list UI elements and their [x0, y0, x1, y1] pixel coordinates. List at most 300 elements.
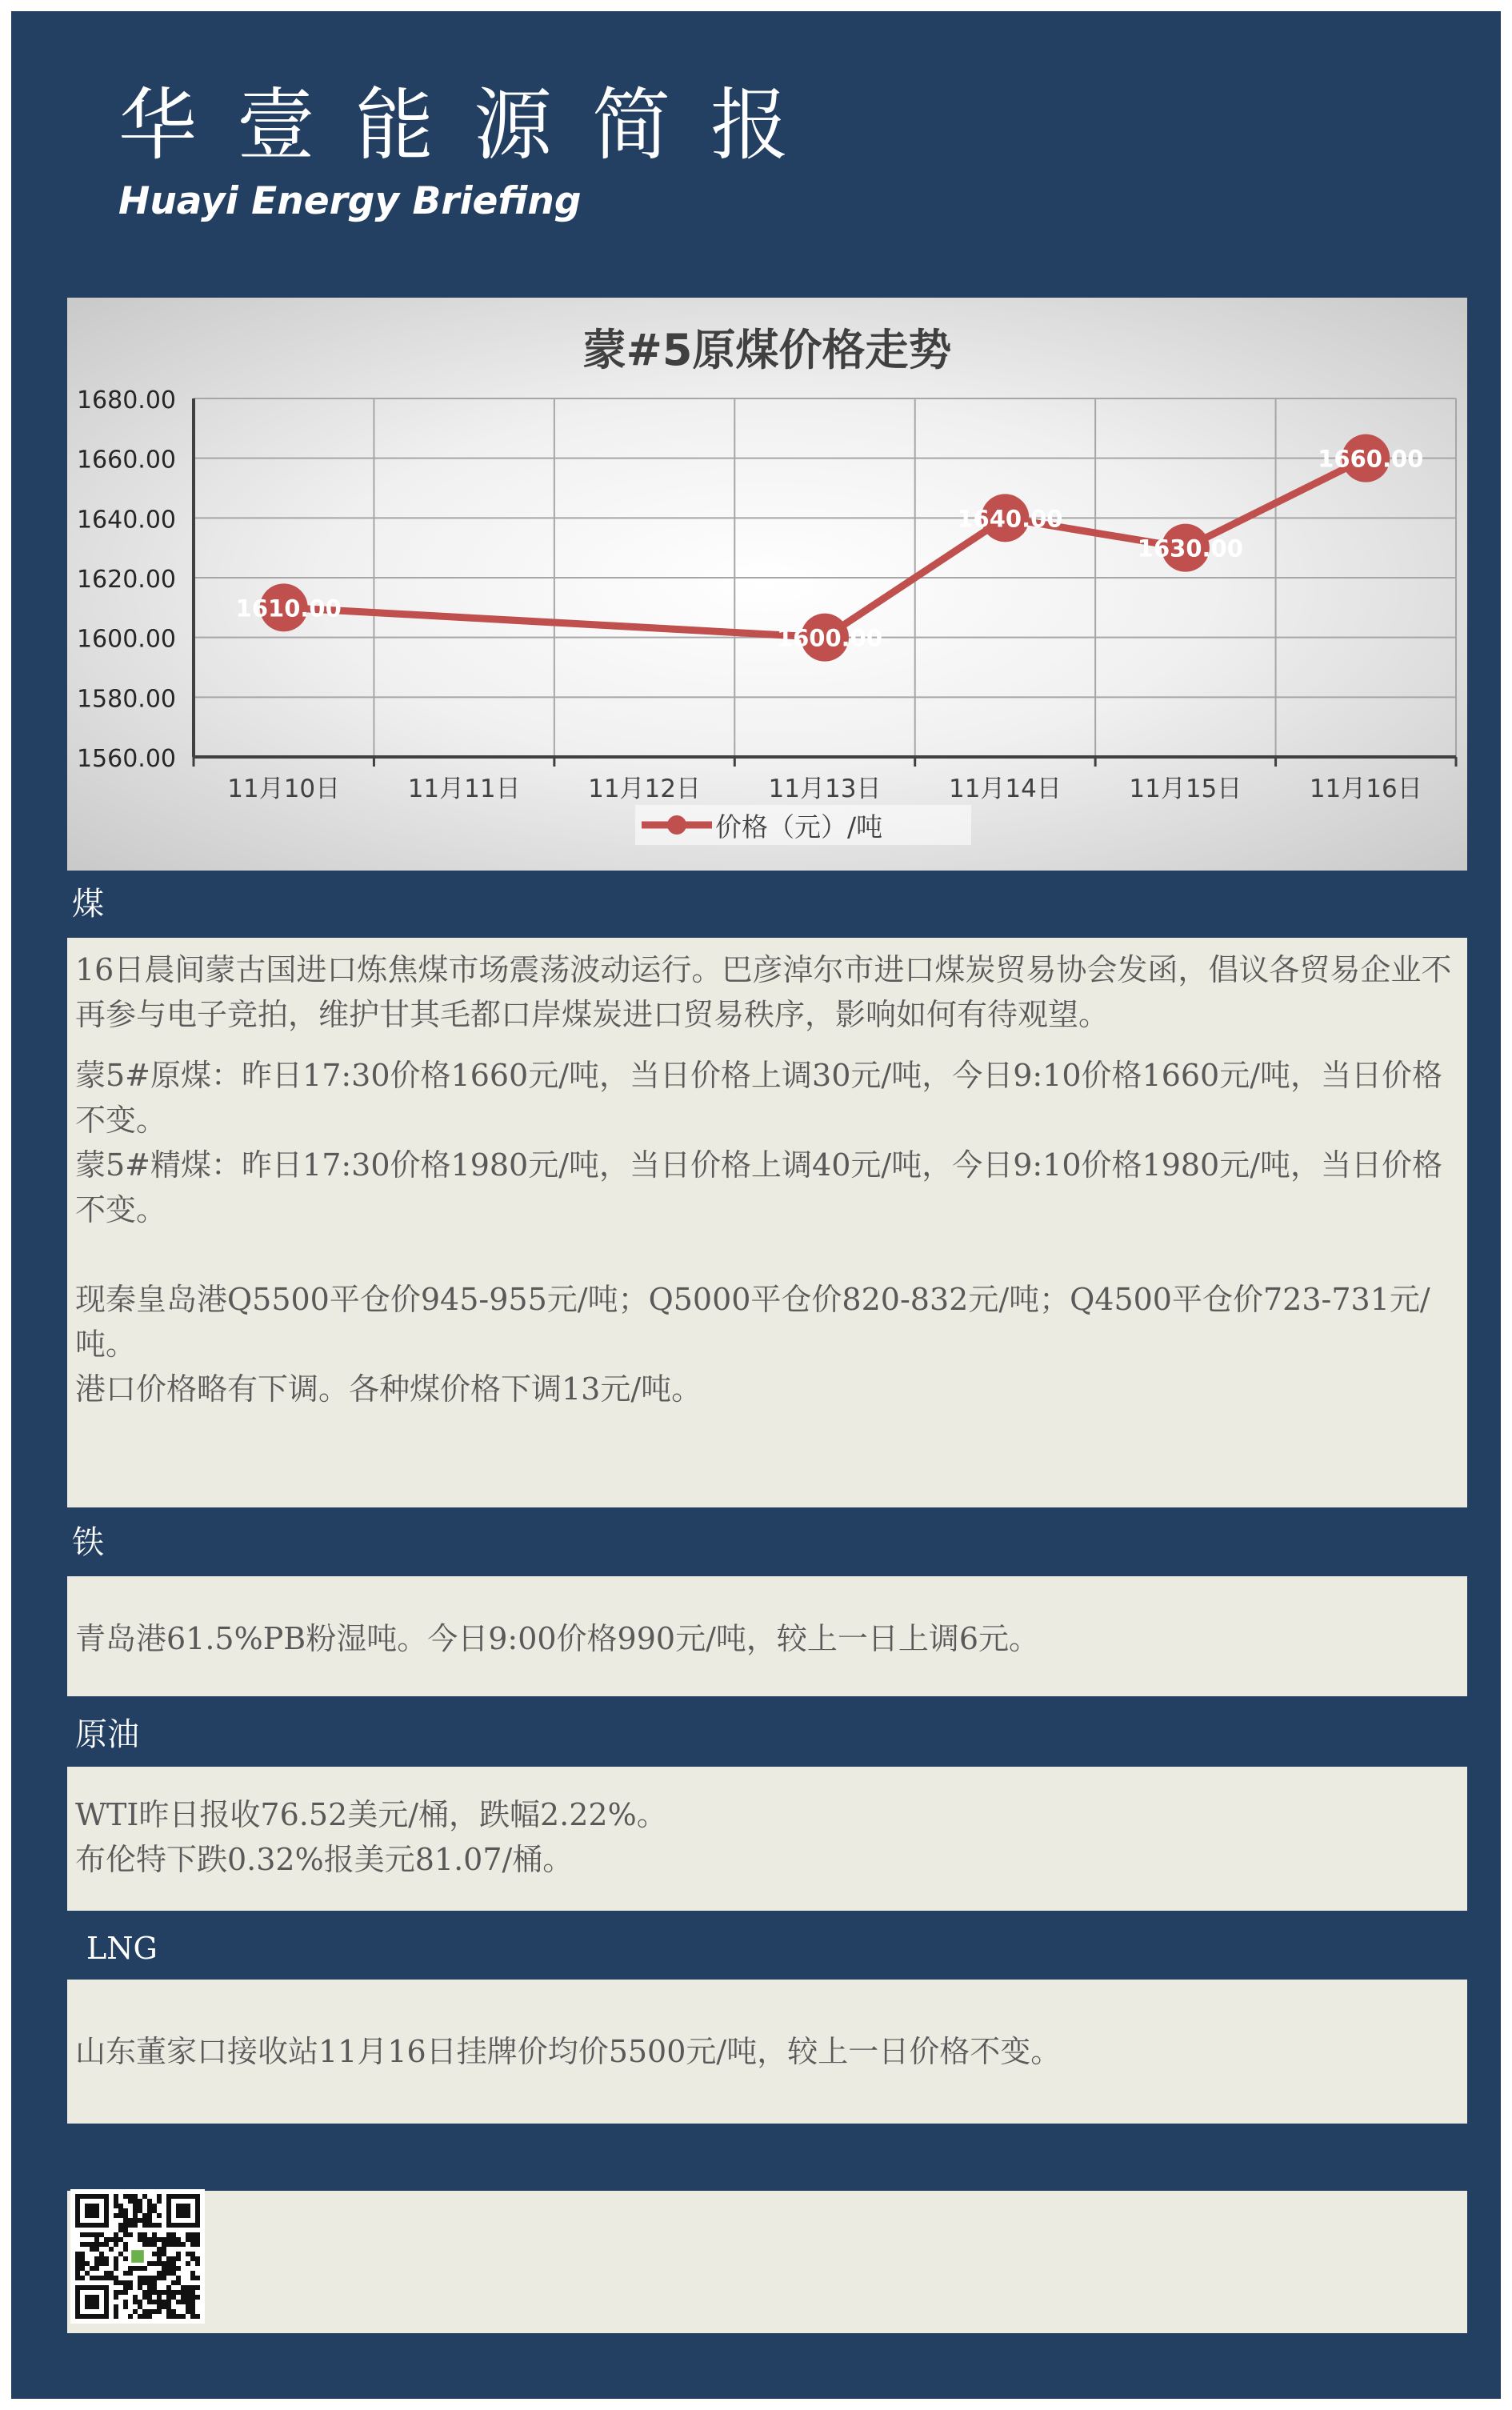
qr-module: [181, 2300, 186, 2304]
y-tick-label: 1680.00: [76, 386, 176, 414]
qr-module: [190, 2271, 195, 2276]
qr-module: [162, 2237, 166, 2242]
qr-module: [176, 2266, 181, 2271]
qr-module: [190, 2304, 195, 2309]
qr-module: [94, 2266, 99, 2271]
qr-module: [138, 2218, 142, 2223]
qr-module: [190, 2237, 195, 2242]
qr-module: [85, 2232, 90, 2237]
oil-line-2: 布伦特下跌0.32%报美元81.07/桶。: [75, 1842, 574, 1877]
qr-module: [152, 2290, 157, 2295]
qr-module: [133, 2213, 138, 2218]
qr-module: [114, 2266, 118, 2271]
qr-module: [195, 2295, 200, 2300]
qr-module: [166, 2232, 171, 2237]
y-tick-label: 1620.00: [76, 566, 176, 594]
y-tick-label: 1600.00: [76, 625, 176, 654]
qr-module: [152, 2252, 157, 2256]
qr-module: [138, 2208, 142, 2213]
qr-module: [171, 2237, 176, 2242]
qr-module: [123, 2247, 128, 2252]
qr-module: [109, 2247, 114, 2252]
qr-module: [118, 2204, 123, 2208]
qr-module: [123, 2271, 128, 2276]
coal-paragraph-3: 蒙5#精煤：昨日17:30价格1980元/吨，当日价格上调40元/吨，今日9:10价格1980元/吨，当日价格不变。: [75, 1147, 1443, 1227]
section-label-iron: 铁: [72, 1524, 104, 1561]
qr-module: [128, 2223, 133, 2228]
qr-module: [162, 2276, 166, 2280]
qr-module: [138, 2285, 142, 2290]
qr-module: [75, 2271, 80, 2276]
qr-module: [94, 2242, 99, 2247]
qr-module: [104, 2276, 109, 2280]
data-label: 1630.00: [1137, 534, 1243, 562]
y-tick-label: 1560.00: [76, 745, 176, 773]
qr-module: [128, 2199, 133, 2204]
qr-module: [133, 2266, 138, 2271]
qr-module: [138, 2266, 142, 2271]
qr-module: [190, 2290, 195, 2295]
qr-module: [128, 2285, 133, 2290]
qr-module: [85, 2271, 90, 2276]
qr-module: [190, 2295, 195, 2300]
qr-module: [123, 2285, 128, 2290]
qr-module: [138, 2232, 142, 2237]
qr-module: [147, 2223, 152, 2228]
qr-module: [138, 2314, 142, 2319]
coal-paragraph-1: 16日晨间蒙古国进口炼焦煤市场震荡波动运行。巴彦淖尔市进口煤炭贸易协会发函，倡议各贸易企业不再参与电子竞拍，维护甘其毛都口岸煤炭进口贸易秩序，影响如何有待观望。: [75, 952, 1452, 1032]
lng-text: 山东董家口接收站11月16日挂牌价均价5500元/吨，较上一日价格不变。: [75, 2034, 1062, 2069]
qr-module: [99, 2242, 104, 2247]
qr-module: [176, 2242, 181, 2247]
qr-module: [181, 2290, 186, 2295]
qr-finder-core: [176, 2204, 190, 2218]
qr-module: [162, 2252, 166, 2256]
qr-module: [147, 2261, 152, 2266]
qr-module: [162, 2247, 166, 2252]
qr-module: [195, 2261, 200, 2266]
qr-module: [80, 2252, 85, 2256]
qr-module: [166, 2285, 171, 2290]
qr-module: [195, 2285, 200, 2290]
qr-module: [181, 2314, 186, 2319]
legend-marker: [667, 815, 686, 835]
qr-module: [118, 2290, 123, 2295]
qr-module: [186, 2237, 190, 2242]
qr-module: [147, 2314, 152, 2319]
qr-module: [186, 2300, 190, 2304]
qr-module: [94, 2237, 99, 2242]
qr-module: [142, 2237, 147, 2242]
qr-module: [142, 2276, 147, 2280]
qr-module: [94, 2232, 99, 2237]
qr-module: [128, 2314, 133, 2319]
qr-module: [104, 2237, 109, 2242]
qr-module: [114, 2242, 118, 2247]
qr-module: [157, 2271, 162, 2276]
qr-module: [166, 2290, 171, 2295]
coal-paragraph-2: 蒙5#原煤：昨日17:30价格1660元/吨，当日价格上调30元/吨，今日9:10价格1660元/吨，当日价格不变。: [75, 1058, 1443, 1138]
qr-module: [157, 2290, 162, 2295]
qr-module: [118, 2252, 123, 2256]
qr-module: [162, 2290, 166, 2295]
qr-module: [118, 2228, 123, 2232]
qr-module: [157, 2276, 162, 2280]
qr-module: [142, 2266, 147, 2271]
qr-code-icon: [70, 2189, 205, 2324]
qr-module: [157, 2295, 162, 2300]
qr-module: [142, 2295, 147, 2300]
qr-module: [186, 2290, 190, 2295]
qr-module: [162, 2261, 166, 2266]
qr-module: [147, 2300, 152, 2304]
qr-module: [166, 2261, 171, 2266]
qr-module: [186, 2232, 190, 2237]
qr-module: [99, 2276, 104, 2280]
qr-module: [114, 2194, 118, 2199]
qr-module: [90, 2247, 94, 2252]
qr-module: [123, 2304, 128, 2309]
qr-module: [166, 2304, 171, 2309]
qr-module: [147, 2295, 152, 2300]
qr-module: [114, 2295, 118, 2300]
qr-module: [171, 2271, 176, 2276]
qr-module: [147, 2285, 152, 2290]
qr-module: [147, 2242, 152, 2247]
qr-module: [118, 2208, 123, 2213]
qr-module: [114, 2204, 118, 2208]
qr-module: [138, 2199, 142, 2204]
qr-module: [157, 2247, 162, 2252]
x-tick-label: 11月13日: [768, 775, 882, 803]
qr-module: [109, 2271, 114, 2276]
qr-module: [162, 2242, 166, 2247]
qr-module: [195, 2232, 200, 2237]
y-tick-label: 1660.00: [76, 446, 176, 474]
qr-module: [75, 2276, 80, 2280]
qr-module: [104, 2261, 109, 2266]
qr-module: [171, 2280, 176, 2285]
qr-module: [133, 2300, 138, 2304]
qr-module: [171, 2242, 176, 2247]
qr-module: [138, 2237, 142, 2242]
qr-module: [171, 2295, 176, 2300]
qr-module: [181, 2242, 186, 2247]
y-axis-ticks: [77, 386, 176, 773]
qr-module: [90, 2232, 94, 2237]
qr-module: [114, 2261, 118, 2266]
qr-module: [166, 2300, 171, 2304]
coal-paragraph-4: 现秦皇岛港Q5500平仓价945-955元/吨；Q5000平仓价820-832元/吨；Q4500平仓价723-731元/吨。: [75, 1282, 1430, 1362]
qr-module: [138, 2304, 142, 2309]
qr-module: [114, 2280, 118, 2285]
qr-module: [133, 2204, 138, 2208]
x-tick-label: 11月16日: [1309, 775, 1422, 803]
coal-panel: [67, 938, 1467, 1507]
qr-module: [152, 2237, 157, 2242]
qr-module: [166, 2242, 171, 2247]
qr-module: [138, 2300, 142, 2304]
qr-module: [94, 2261, 99, 2266]
qr-module: [114, 2199, 118, 2204]
qr-module: [142, 2213, 147, 2218]
qr-module: [123, 2290, 128, 2295]
lng-panel: [67, 1980, 1467, 2124]
qr-module: [104, 2256, 109, 2261]
qr-module: [75, 2252, 80, 2256]
qr-module: [176, 2276, 181, 2280]
chart-legend: [635, 805, 971, 845]
qr-module: [123, 2213, 128, 2218]
section-label-lng: LNG: [86, 1931, 158, 1966]
qr-module: [152, 2300, 157, 2304]
iron-panel: [67, 1576, 1467, 1696]
qr-module: [195, 2276, 200, 2280]
qr-module: [142, 2290, 147, 2295]
qr-logo: [131, 2250, 144, 2263]
qr-module: [176, 2314, 181, 2319]
qr-module: [128, 2218, 133, 2223]
qr-module: [104, 2271, 109, 2276]
qr-module: [186, 2285, 190, 2290]
qr-module: [133, 2218, 138, 2223]
qr-module: [166, 2256, 171, 2261]
price-chart: [67, 298, 1467, 871]
qr-module: [123, 2300, 128, 2304]
iron-text: 青岛港61.5%PB粉湿吨。今日9:00价格990元/吨，较上一日上调6元。: [75, 1621, 1040, 1656]
qr-module: [123, 2218, 128, 2223]
qr-module: [142, 2194, 147, 2199]
qr-module: [157, 2252, 162, 2256]
qr-module: [171, 2232, 176, 2237]
qr-module: [176, 2300, 181, 2304]
oil-line-1: WTI昨日报收76.52美元/桶，跌幅2.22%。: [75, 1797, 667, 1832]
qr-module: [190, 2252, 195, 2256]
data-label: 1660.00: [1318, 445, 1424, 473]
qr-module: [114, 2276, 118, 2280]
qr-module: [128, 2280, 133, 2285]
qr-module: [152, 2280, 157, 2285]
qr-module: [118, 2223, 123, 2228]
qr-module: [190, 2314, 195, 2319]
qr-module: [90, 2266, 94, 2271]
qr-module: [118, 2213, 123, 2218]
page-subtitle: Huayi Energy Briefing: [118, 179, 582, 223]
qr-module: [166, 2309, 171, 2314]
qr-module: [166, 2266, 171, 2271]
qr-module: [186, 2304, 190, 2309]
qr-module: [114, 2314, 118, 2319]
qr-module: [80, 2232, 85, 2237]
qr-module: [147, 2199, 152, 2204]
qr-module: [138, 2276, 142, 2280]
qr-module: [166, 2295, 171, 2300]
qr-module: [176, 2280, 181, 2285]
qr-module: [152, 2232, 157, 2237]
qr-module: [133, 2194, 138, 2199]
coal-spacer: [75, 1232, 1459, 1277]
qr-module: [80, 2242, 85, 2247]
x-tick-label: 11月11日: [407, 775, 521, 803]
qr-module: [133, 2309, 138, 2314]
qr-module: [99, 2252, 104, 2256]
qr-module: [152, 2261, 157, 2266]
qr-module: [176, 2290, 181, 2295]
qr-module: [94, 2256, 99, 2261]
y-tick-label: 1640.00: [76, 506, 176, 534]
qr-module: [80, 2256, 85, 2261]
qr-module: [152, 2208, 157, 2213]
qr-module: [157, 2194, 162, 2199]
qr-module: [157, 2256, 162, 2261]
qr-finder-core: [85, 2204, 99, 2218]
qr-module: [114, 2232, 118, 2237]
qr-module: [123, 2256, 128, 2261]
qr-module: [152, 2285, 157, 2290]
qr-module: [147, 2204, 152, 2208]
data-label: 1640.00: [957, 505, 1063, 533]
data-label: 1610.00: [235, 594, 342, 623]
qr-module: [166, 2314, 171, 2319]
price-chart-svg: [67, 298, 1467, 871]
page-title: 华壹能源简报: [118, 80, 830, 171]
qr-module: [147, 2309, 152, 2314]
x-tick-label: 11月14日: [948, 775, 1062, 803]
qr-module: [128, 2232, 133, 2237]
qr-module: [114, 2237, 118, 2242]
qr-module: [123, 2232, 128, 2237]
qr-module: [190, 2242, 195, 2247]
qr-module: [142, 2280, 147, 2285]
qr-module: [190, 2285, 195, 2290]
qr-module: [147, 2218, 152, 2223]
qr-module: [114, 2213, 118, 2218]
qr-module: [152, 2276, 157, 2280]
qr-module: [142, 2314, 147, 2319]
qr-module: [123, 2208, 128, 2213]
qr-module: [195, 2237, 200, 2242]
qr-module: [157, 2237, 162, 2242]
qr-module: [157, 2304, 162, 2309]
qr-module: [190, 2256, 195, 2261]
qr-module: [195, 2256, 200, 2261]
qr-module: [157, 2223, 162, 2228]
chart-grid: [194, 398, 1456, 767]
qr-module: [176, 2237, 181, 2242]
qr-module: [157, 2261, 162, 2266]
qr-module: [147, 2213, 152, 2218]
qr-module: [157, 2199, 162, 2204]
qr-module: [123, 2194, 128, 2199]
qr-module: [99, 2256, 104, 2261]
section-label-coal: 煤: [72, 886, 104, 923]
qr-module: [147, 2208, 152, 2213]
qr-module: [186, 2261, 190, 2266]
qr-module: [80, 2276, 85, 2280]
qr-module: [109, 2276, 114, 2280]
qr-module: [142, 2309, 147, 2314]
qr-module: [162, 2266, 166, 2271]
qr-module: [166, 2271, 171, 2276]
qr-module: [99, 2261, 104, 2266]
qr-module: [85, 2242, 90, 2247]
qr-module: [123, 2223, 128, 2228]
qr-module: [190, 2309, 195, 2314]
qr-module: [75, 2256, 80, 2261]
qr-module: [142, 2218, 147, 2223]
coal-paragraph-5: 港口价格略有下调。各种煤价格下调13元/吨。: [75, 1371, 702, 1407]
qr-module: [147, 2280, 152, 2285]
qr-module: [90, 2242, 94, 2247]
x-tick-label: 11月12日: [588, 775, 702, 803]
x-tick-label: 11月10日: [227, 775, 341, 803]
qr-module: [147, 2276, 152, 2280]
qr-finder-core: [85, 2295, 99, 2309]
data-label: 1600.00: [776, 624, 883, 652]
qr-module: [128, 2194, 133, 2199]
section-label-oil: 原油: [75, 1716, 139, 1753]
qr-module: [195, 2242, 200, 2247]
qr-module: [104, 2242, 109, 2247]
qr-module: [142, 2242, 147, 2247]
qr-module: [171, 2261, 176, 2266]
qr-module: [152, 2242, 157, 2247]
qr-module: [157, 2213, 162, 2218]
qr-module: [171, 2256, 176, 2261]
qr-module: [123, 2242, 128, 2247]
legend-label: 价格（元）/吨: [715, 811, 883, 843]
qr-module: [181, 2285, 186, 2290]
x-axis-ticks: [227, 775, 1422, 803]
qr-module: [162, 2300, 166, 2304]
chart-title: 蒙#5原煤价格走势: [582, 325, 952, 375]
qr-module: [118, 2280, 123, 2285]
qr-module: [147, 2237, 152, 2242]
qr-module: [75, 2266, 80, 2271]
x-tick-label: 11月15日: [1129, 775, 1242, 803]
qr-module: [190, 2276, 195, 2280]
qr-module: [142, 2223, 147, 2228]
qr-module: [99, 2232, 104, 2237]
qr-module: [128, 2266, 133, 2271]
qr-module: [162, 2304, 166, 2309]
qr-module: [94, 2247, 99, 2252]
qr-module: [186, 2252, 190, 2256]
qr-module: [147, 2290, 152, 2295]
qr-module: [186, 2295, 190, 2300]
qr-module: [133, 2199, 138, 2204]
qr-module: [114, 2304, 118, 2309]
series-line-layer: [236, 434, 1424, 662]
qr-module: [80, 2266, 85, 2271]
qr-module: [157, 2300, 162, 2304]
qr-module: [123, 2228, 128, 2232]
qr-module: [133, 2208, 138, 2213]
qr-module: [142, 2232, 147, 2237]
qr-module: [85, 2261, 90, 2266]
qr-module: [171, 2314, 176, 2319]
qr-module: [195, 2314, 200, 2319]
qr-module: [190, 2300, 195, 2304]
qr-module: [181, 2295, 186, 2300]
qr-module: [162, 2271, 166, 2276]
qr-module: [138, 2204, 142, 2208]
qr-module: [133, 2295, 138, 2300]
qr-module: [94, 2276, 99, 2280]
qr-module: [118, 2237, 123, 2242]
qr-module: [171, 2290, 176, 2295]
qr-module: [75, 2261, 80, 2266]
